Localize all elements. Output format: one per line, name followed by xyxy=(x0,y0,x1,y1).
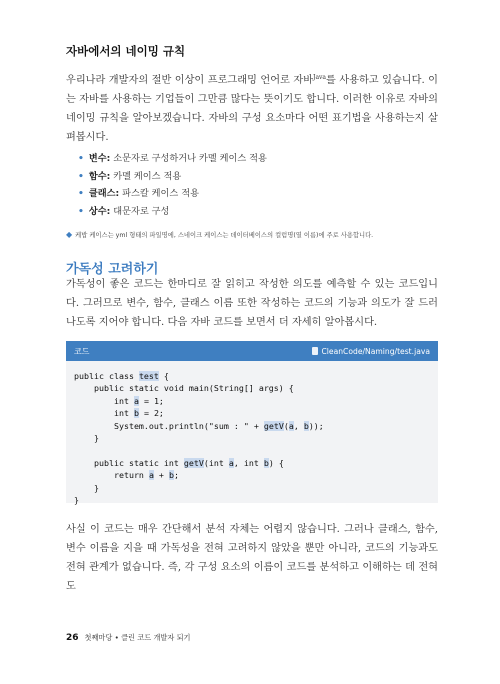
code-identifier-highlight: a xyxy=(288,420,294,431)
code-line xyxy=(74,432,438,444)
code-line xyxy=(74,420,438,432)
list-item-desc: 대문자로 구성 xyxy=(110,205,170,217)
code-identifier-highlight: b xyxy=(303,420,309,431)
code-label: 코드 xyxy=(74,346,90,356)
code-line xyxy=(74,457,438,469)
bullet-dot-icon: • xyxy=(78,205,84,217)
code-body xyxy=(66,361,438,506)
list-item xyxy=(78,150,267,168)
code-token: public class xyxy=(74,371,139,381)
list-item-term: 상수: xyxy=(88,205,111,217)
book-section-title: 첫째마당 • 클린 코드 개발자 되기 xyxy=(84,633,191,642)
tip-note-text: 케밥 케이스는 yml 형태의 파일명에, 스네이크 케이스는 데이터베이스의 컬럼명(열 이름)에 주로 사용합니다. xyxy=(75,232,374,239)
tip-note xyxy=(66,230,373,239)
code-identifier-highlight: getV xyxy=(183,457,204,468)
list-item xyxy=(78,203,267,221)
code-identifier-highlight: b xyxy=(263,457,269,468)
page-number: 26 xyxy=(66,633,79,643)
code-file-path-text: CleanCode/Naming/test.java xyxy=(321,346,430,356)
diamond-icon: ◆ xyxy=(66,230,73,239)
code-token: return xyxy=(74,470,149,481)
code-identifier-highlight: a xyxy=(148,470,154,481)
list-item-term: 변수: xyxy=(88,153,111,164)
code-token: } xyxy=(74,433,99,444)
list-item xyxy=(78,168,267,186)
closing-paragraph: 사실 이 코드는 매우 간단해서 분석 자체는 어렵지 않습니다. 그러나 클래스, 함수, 변수 이름을 지을 때 가독성을 전혀 고려하지 않았을 뿐만 아니라, 코드의 기능과도 전혀 관계가 없습니다. 즉, 각 구성 요소의 이름이 코드를 분석하고 이해하는 데 전혀 도 xyxy=(66,524,438,592)
readability-heading: 가독성 고려하기 xyxy=(66,262,159,277)
code-token: = 1; xyxy=(138,395,164,406)
code-file-path xyxy=(312,347,431,356)
intro-superscript: Java xyxy=(313,74,326,81)
code-line xyxy=(74,444,438,456)
list-item xyxy=(78,185,267,203)
bullet-dot-icon: • xyxy=(78,153,84,164)
code-token: System.out.println("sum : " + xyxy=(74,420,264,431)
code-token: { xyxy=(158,371,169,381)
code-line xyxy=(74,395,438,407)
file-icon xyxy=(312,347,318,355)
section-title: 자바에서의 네이밍 규칙 xyxy=(66,44,186,58)
code-line xyxy=(74,469,438,481)
intro-text-end: 를 사용하고 있습니다. 이는 자바를 사용하는 기업들이 그만큼 많다는 뜻이기도 합니다. 이러한 이유로 자바의 네이밍 규칙을 알아보겠습니다. 자바의 구성 요소마다 어떤 표기법을 사용하는지 살펴봅시다. xyxy=(66,75,438,143)
code-token: , xyxy=(293,420,304,431)
code-line xyxy=(74,482,438,494)
code-identifier-highlight: getV xyxy=(263,420,284,431)
code-token: } xyxy=(74,495,79,506)
code-identifier-highlight: b xyxy=(133,408,139,419)
list-item-desc: 파스칼 케이스 적용 xyxy=(119,188,199,199)
code-header xyxy=(66,341,438,361)
code-token: = 2; xyxy=(138,408,164,419)
list-item-desc: 카멜 케이스 적용 xyxy=(110,170,182,182)
readability-paragraph: 가독성이 좋은 코드는 한마디로 잘 읽히고 작성한 의도를 예측할 수 있는 코드입니다. 그러므로 변수, 함수, 클래스 이름 또한 작성하는 코드의 기능과 의도가 잘 드러나도록 지어야 합니다. 다음 자바 코드를 보면서 더 자세히 알아봅시다. xyxy=(66,279,438,328)
code-token: ; xyxy=(173,470,179,481)
code-identifier-highlight: b xyxy=(168,470,174,481)
code-line xyxy=(74,494,438,506)
code-token: ( xyxy=(283,420,289,431)
list-item-term: 함수: xyxy=(88,170,111,182)
bullet-dot-icon: • xyxy=(78,170,84,182)
intro-paragraph xyxy=(66,68,438,147)
code-token: public static int xyxy=(74,457,184,468)
code-token: ) { xyxy=(268,457,284,468)
code-identifier-highlight: a xyxy=(133,395,139,406)
code-token: )); xyxy=(308,420,324,431)
page-footer xyxy=(66,633,190,643)
list-item-desc: 소문자로 구성하거나 카멜 케이스 적용 xyxy=(110,153,267,164)
bullet-dot-icon: • xyxy=(78,188,84,199)
code-token: (int xyxy=(203,457,229,468)
code-token: , int xyxy=(233,457,264,468)
code-token: int xyxy=(74,408,134,419)
code-token: + xyxy=(153,470,169,481)
code-identifier-highlight: a xyxy=(228,457,234,468)
code-token: public static void main(String[] args) { xyxy=(74,383,294,394)
naming-rules-list xyxy=(78,150,267,220)
code-identifier-highlight: test xyxy=(138,371,159,381)
code-line xyxy=(74,382,438,394)
code-token: } xyxy=(74,482,99,493)
list-item-term: 클래스: xyxy=(88,188,120,199)
intro-text-start: 우리나라 개발자의 절반 이상이 프로그래밍 언어로 자바 xyxy=(66,75,314,86)
code-token: int xyxy=(74,395,134,406)
code-line xyxy=(74,370,438,382)
code-block xyxy=(66,341,438,506)
code-line xyxy=(74,407,438,419)
